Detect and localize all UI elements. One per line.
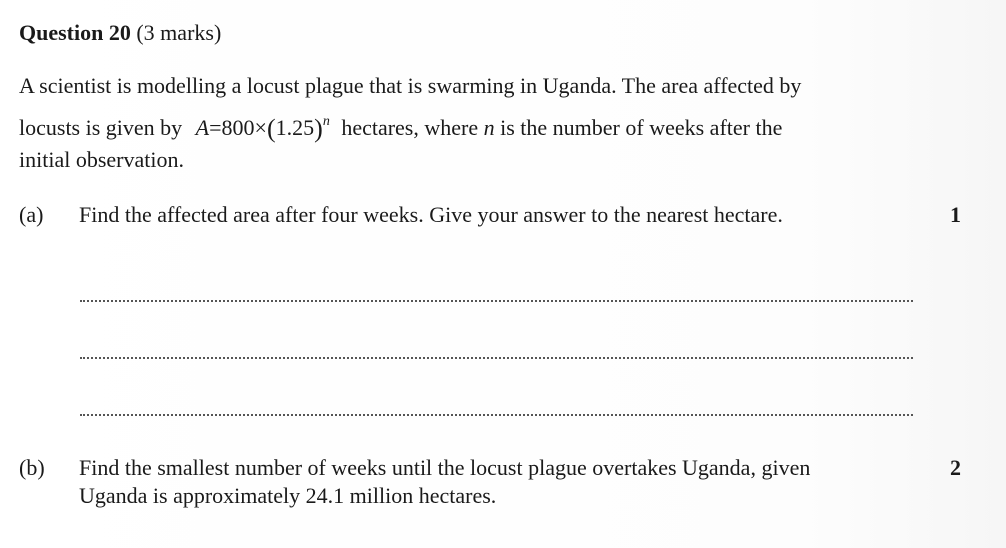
part-a-text: Find the affected area after four weeks. Give your answer to the nearest hectare. — [79, 202, 783, 227]
intro-line-3: initial observation. — [19, 147, 184, 172]
question-number: Question 20 — [19, 20, 131, 45]
part-b-marks: 2 — [950, 455, 961, 480]
intro-line-2 — [19, 109, 782, 142]
answer-line-2[interactable] — [80, 357, 913, 359]
question-title — [19, 20, 221, 46]
area-formula: $A=800\times(1.25)^n$ — [195, 114, 330, 143]
part-b-label: (b) — [19, 455, 45, 480]
intro-line-2-end: is the number of weeks after the — [500, 115, 783, 140]
part-a-marks: 1 — [950, 202, 961, 227]
formula-var: A — [195, 115, 210, 140]
formula-base: 1.25 — [275, 115, 315, 140]
question-marks: (3 marks) — [136, 20, 222, 45]
formula-equals: = — [209, 115, 222, 140]
answer-line-3[interactable] — [80, 414, 913, 416]
part-b-text-line-2: Uganda is approximately 24.1 million hectares. — [79, 483, 497, 508]
part-b-text-line-1: Find the smallest number of weeks until the locust plague overtakes Uganda, given — [79, 455, 811, 480]
part-a-label: (a) — [19, 202, 44, 227]
answer-line-1[interactable] — [80, 300, 913, 302]
intro-line-1: A scientist is modelling a locust plague that is swarming in Uganda. The area affected by — [19, 73, 802, 98]
intro-line-2-after: hectares, where — [341, 115, 479, 140]
formula-exponent: n — [322, 114, 330, 129]
formula-times: × — [254, 115, 267, 140]
intro-line-2-before: locusts is given by — [19, 115, 183, 140]
formula-coef: 800 — [221, 115, 255, 140]
n-variable: n — [483, 115, 495, 140]
part-b-text — [79, 454, 810, 510]
